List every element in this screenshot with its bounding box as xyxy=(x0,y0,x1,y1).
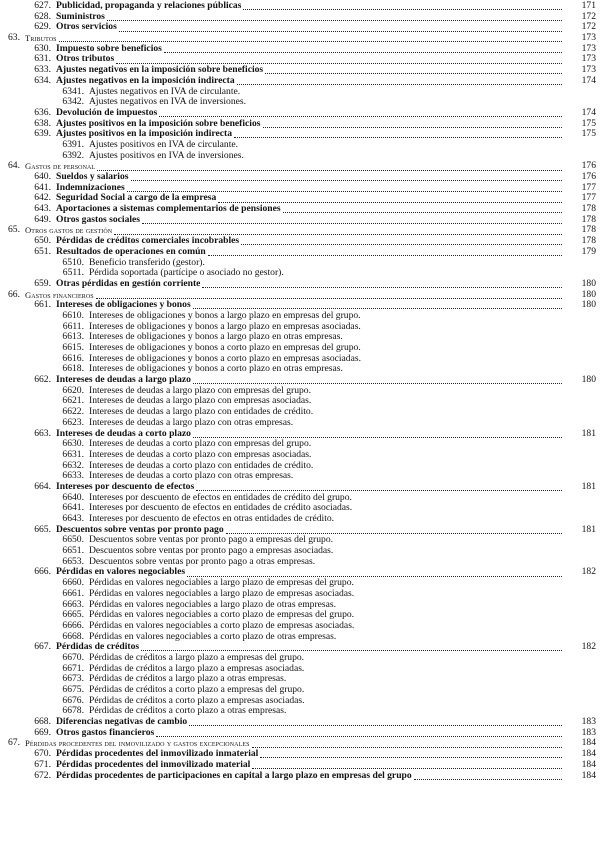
dot-leader xyxy=(114,234,562,235)
entry-code: 6620. xyxy=(62,384,84,396)
entry-code: 6610. xyxy=(62,309,84,321)
entry-title: Intereses de deudas a corto plazo con empresas asociadas. xyxy=(89,449,312,460)
entry-title: Pérdidas procedentes del inmovilizado y gastos excepcionales xyxy=(25,738,250,749)
page-number: 181 xyxy=(581,480,596,492)
entry-code: 638. xyxy=(34,117,51,129)
entry-title: Pérdidas de créditos xyxy=(56,642,140,653)
entry-title: Intereses de deudas a largo plazo con otras empresas. xyxy=(89,417,294,428)
entry-code: 6671. xyxy=(62,662,84,674)
entry-code: 633. xyxy=(34,64,51,76)
toc-entry xyxy=(0,204,600,215)
dot-leader xyxy=(189,725,562,726)
toc-entry xyxy=(0,610,600,621)
entry-code: 6611. xyxy=(62,320,84,332)
toc-entry xyxy=(0,322,600,333)
toc-entry xyxy=(0,33,600,44)
entry-code: 6676. xyxy=(62,694,84,706)
dot-leader xyxy=(119,31,562,32)
entry-code: 6663. xyxy=(62,598,84,610)
entry-title: Intereses de deudas a largo plazo xyxy=(56,375,191,386)
page-number: 180 xyxy=(581,277,596,289)
toc-entry xyxy=(0,621,600,632)
dot-leader xyxy=(193,383,562,384)
entry-code: 6653. xyxy=(62,555,84,567)
entry-title: Intereses de deudas a corto plazo con otras empresas. xyxy=(89,471,294,482)
page-number: 174 xyxy=(581,74,596,86)
toc-entry xyxy=(0,364,600,375)
entry-title: Ajustes positivos en IVA de inversiones. xyxy=(89,150,244,161)
entry-title: Indemnizaciones xyxy=(56,182,125,193)
entry-code: 6510. xyxy=(62,256,84,268)
toc-entry xyxy=(0,706,600,717)
entry-title: Pérdidas en valores negociables a corto plazo de otras empresas. xyxy=(89,631,337,642)
toc-entry xyxy=(0,525,600,536)
entry-title: Intereses por descuento de efectos en otras entidades de crédito. xyxy=(89,514,335,524)
entry-code: 6670. xyxy=(62,651,84,663)
entry-title: Ajustes positivos en la imposición indirecta xyxy=(56,129,232,140)
entry-code: 6665. xyxy=(62,609,84,621)
toc-entry xyxy=(0,386,600,397)
toc-entry xyxy=(0,22,600,33)
entry-code: 634. xyxy=(34,74,51,86)
dot-leader xyxy=(127,191,562,192)
dot-leader xyxy=(202,287,562,288)
toc-entry xyxy=(0,653,600,664)
dot-leader xyxy=(218,202,562,203)
page-number: 173 xyxy=(581,64,596,76)
dot-leader xyxy=(107,20,562,21)
entry-code: 6630. xyxy=(62,438,84,450)
toc-entry xyxy=(0,225,600,236)
entry-title: Pérdida soportada (partícipe o asociado no gestor). xyxy=(89,268,284,279)
entry-title: Intereses de deudas a corto plazo con empresas del grupo. xyxy=(89,439,312,450)
entry-code: 6650. xyxy=(62,534,84,546)
entry-code: 636. xyxy=(34,106,51,118)
entry-code: 6640. xyxy=(62,491,84,503)
entry-code: 631. xyxy=(34,53,51,65)
page-number: 183 xyxy=(581,716,596,728)
entry-code: 6616. xyxy=(62,352,84,364)
entry-code: 6661. xyxy=(62,587,84,599)
toc-entry xyxy=(0,664,600,675)
page-number: 182 xyxy=(581,641,596,653)
entry-title: Pérdidas de créditos a corto plazo a otras empresas. xyxy=(89,706,287,717)
page-number: 172 xyxy=(581,21,596,33)
entry-title: Beneficio transferido (gestor). xyxy=(89,257,205,268)
toc-entry xyxy=(0,311,600,322)
entry-code: 659. xyxy=(34,277,51,289)
page-number: 178 xyxy=(581,213,596,225)
page-number: 182 xyxy=(581,566,596,578)
entry-title: Otros gastos de gestión xyxy=(25,225,113,236)
entry-title: Intereses de obligaciones y bonos xyxy=(56,300,191,311)
dot-leader xyxy=(196,490,562,491)
toc-entry xyxy=(0,343,600,354)
dot-leader xyxy=(414,779,562,780)
toc-entry xyxy=(0,258,600,269)
toc-entry xyxy=(0,482,600,493)
toc-entry xyxy=(0,87,600,98)
toc-entry xyxy=(0,76,600,87)
entry-code: 649. xyxy=(34,213,51,225)
entry-code: 65. xyxy=(8,224,20,236)
entry-code: 6675. xyxy=(62,684,84,695)
toc-entry xyxy=(0,760,600,771)
toc-entry xyxy=(0,471,600,482)
entry-title: Intereses de obligaciones y bonos a largo plazo en empresas asociadas. xyxy=(89,321,361,332)
entry-title: Pérdidas de créditos a largo plazo a empresas asociadas. xyxy=(89,663,305,674)
entry-code: 6342. xyxy=(62,96,84,108)
toc-entry xyxy=(0,749,600,760)
entry-title: Pérdidas procedentes del inmovilizado inmaterial xyxy=(56,749,259,760)
toc-entry xyxy=(0,567,600,578)
toc-entry xyxy=(0,535,600,546)
page-number: 180 xyxy=(581,374,596,386)
page-number: 172 xyxy=(581,10,596,22)
entry-code: 668. xyxy=(34,716,51,728)
entry-code: 6633. xyxy=(62,470,84,482)
toc-entry xyxy=(0,236,600,247)
dot-leader xyxy=(265,73,562,74)
dot-leader xyxy=(243,9,562,10)
entry-title: Publicidad, propaganda y relaciones públicas xyxy=(56,1,242,11)
page-number: 184 xyxy=(581,737,596,749)
page-number: 173 xyxy=(581,53,596,65)
dot-leader xyxy=(141,650,562,651)
page-number: 181 xyxy=(581,427,596,439)
entry-title: Descuentos sobre ventas por pronto pago a empresas del grupo. xyxy=(89,535,334,546)
toc-entry xyxy=(0,119,600,130)
toc-entry xyxy=(0,332,600,343)
dot-leader xyxy=(131,180,562,181)
entry-title: Intereses por descuento de efectos en entidades de crédito asociadas. xyxy=(89,503,353,514)
entry-title: Ajustes negativos en la imposición sobre beneficios xyxy=(56,65,264,76)
entry-code: 6615. xyxy=(62,342,84,353)
entry-code: 6641. xyxy=(62,502,84,514)
entry-code: 6618. xyxy=(62,363,84,375)
toc-entry xyxy=(0,600,600,611)
entry-title: Intereses de obligaciones y bonos a largo plazo en otras empresas. xyxy=(89,332,343,343)
toc-entry xyxy=(0,632,600,643)
entry-title: Devolución de impuestos xyxy=(56,107,158,118)
toc-entry xyxy=(0,151,600,162)
entry-code: 6673. xyxy=(62,673,84,685)
entry-title: Intereses de obligaciones y bonos a corto plazo en empresas asociadas. xyxy=(89,353,361,364)
toc-entry xyxy=(0,450,600,461)
dot-leader xyxy=(208,255,562,256)
toc-entry xyxy=(0,290,600,301)
toc-entry xyxy=(0,771,600,782)
entry-code: 6666. xyxy=(62,619,84,631)
toc-entry xyxy=(0,247,600,258)
entry-code: 629. xyxy=(34,21,51,33)
entry-title: Otras pérdidas en gestión corriente xyxy=(56,278,201,289)
entry-code: 6668. xyxy=(62,630,84,642)
toc-entry xyxy=(0,642,600,653)
entry-title: Descuentos sobre ventas por pronto pago a empresas asociadas. xyxy=(89,546,334,557)
toc-entry xyxy=(0,300,600,311)
page-number: 171 xyxy=(581,0,596,11)
toc-entry xyxy=(0,728,600,739)
dot-leader xyxy=(260,757,562,758)
entry-title: Impuesto sobre beneficios xyxy=(56,43,162,54)
toc-entry xyxy=(0,429,600,440)
page-number: 176 xyxy=(581,171,596,182)
toc-entry xyxy=(0,589,600,600)
toc-entry xyxy=(0,375,600,386)
entry-title: Intereses de deudas a largo plazo con empresas asociadas. xyxy=(89,396,312,407)
toc-entry xyxy=(0,183,600,194)
toc-entry xyxy=(0,717,600,728)
entry-code: 651. xyxy=(34,245,51,257)
page-number: 178 xyxy=(581,203,596,215)
entry-code: 6613. xyxy=(62,331,84,343)
entry-code: 661. xyxy=(34,299,51,311)
dot-leader xyxy=(234,137,562,138)
entry-code: 640. xyxy=(34,171,51,182)
page-number: 184 xyxy=(581,758,596,770)
dot-leader xyxy=(263,127,563,128)
page-number: 180 xyxy=(581,288,596,300)
page-number: 181 xyxy=(581,523,596,535)
entry-code: 6632. xyxy=(62,459,84,471)
entry-title: Intereses por descuento de efectos en entidades de crédito del grupo. xyxy=(89,492,352,503)
entry-code: 67. xyxy=(8,737,20,749)
entry-title: Intereses de obligaciones y bonos a corto plazo en otras empresas. xyxy=(89,364,343,375)
entry-code: 6391. xyxy=(62,138,84,150)
entry-title: Pérdidas procedentes de participaciones en capital a largo plazo en empresas del grupo xyxy=(56,770,412,781)
entry-code: 663. xyxy=(34,427,51,439)
entry-title: Pérdidas en valores negociables a largo plazo de otras empresas. xyxy=(89,599,337,610)
entry-code: 662. xyxy=(34,374,51,386)
toc-entry xyxy=(0,54,600,65)
entry-code: 665. xyxy=(34,523,51,535)
page-number: 177 xyxy=(581,192,596,204)
toc-entry xyxy=(0,461,600,472)
toc-entry xyxy=(0,1,600,12)
entry-title: Sueldos y salarios xyxy=(56,172,129,182)
entry-code: 669. xyxy=(34,726,51,738)
toc-entry xyxy=(0,279,600,290)
entry-title: Intereses de obligaciones y bonos a largo plazo en empresas del grupo. xyxy=(89,310,361,321)
entry-title: Otros gastos financieros xyxy=(56,727,155,738)
entry-code: 664. xyxy=(34,480,51,492)
entry-title: Pérdidas de créditos a corto plazo a empresas asociadas. xyxy=(89,695,305,706)
entry-code: 6511. xyxy=(62,267,84,279)
page-number: 179 xyxy=(581,245,596,257)
toc-entry xyxy=(0,44,600,55)
toc-entry xyxy=(0,396,600,407)
toc-entry xyxy=(0,140,600,151)
page-number: 183 xyxy=(581,726,596,738)
toc-entry xyxy=(0,108,600,119)
entry-code: 6678. xyxy=(62,705,84,717)
entry-title: Intereses de deudas a largo plazo con entidades de crédito. xyxy=(89,407,314,418)
entry-code: 6392. xyxy=(62,149,84,161)
toc-entry xyxy=(0,268,600,279)
entry-title: Pérdidas de créditos a largo plazo a empresas del grupo. xyxy=(89,652,305,663)
entry-code: 666. xyxy=(34,566,51,578)
entry-title: Pérdidas en valores negociables a corto plazo de empresas del grupo. xyxy=(89,610,355,621)
entry-code: 6651. xyxy=(62,545,84,557)
entry-title: Pérdidas en valores negociables xyxy=(56,567,186,578)
page-number: 178 xyxy=(581,224,596,236)
entry-title: Aportaciones a sistemas complementarios de pensiones xyxy=(56,204,281,215)
entry-code: 627. xyxy=(34,0,51,11)
entry-code: 672. xyxy=(34,769,51,781)
entry-code: 670. xyxy=(34,748,51,760)
dot-leader xyxy=(59,41,562,42)
page-number: 176 xyxy=(581,160,596,172)
dot-leader xyxy=(187,576,562,577)
toc-entry xyxy=(0,129,600,140)
entry-title: Intereses de obligaciones y bonos a corto plazo en empresas del grupo. xyxy=(89,343,361,353)
dot-leader xyxy=(252,747,562,748)
entry-code: 6643. xyxy=(62,513,84,524)
entry-code: 6341. xyxy=(62,85,84,97)
dot-leader xyxy=(252,768,562,769)
entry-title: Seguridad Social a cargo de la empresa xyxy=(56,193,217,204)
entry-title: Pérdidas de créditos a corto plazo a empresas del grupo. xyxy=(89,685,305,695)
toc-entry xyxy=(0,97,600,108)
page-number: 173 xyxy=(581,32,596,44)
toc-entry xyxy=(0,161,600,172)
toc-entry xyxy=(0,493,600,504)
entry-code: 650. xyxy=(34,235,51,247)
entry-code: 63. xyxy=(8,32,20,44)
toc-entry xyxy=(0,215,600,226)
dot-leader xyxy=(193,437,562,438)
entry-code: 643. xyxy=(34,203,51,215)
entry-title: Pérdidas en valores negociables a largo plazo de empresas del grupo. xyxy=(89,578,354,589)
page-number: 173 xyxy=(581,42,596,54)
entry-code: 66. xyxy=(8,288,20,300)
page-number: 174 xyxy=(581,106,596,118)
entry-title: Intereses de deudas a corto plazo xyxy=(56,428,191,439)
dot-leader xyxy=(226,533,562,534)
toc-entry xyxy=(0,557,600,568)
entry-title: Ajustes positivos en IVA de circulante. xyxy=(89,139,239,150)
page-number: 175 xyxy=(581,117,596,129)
entry-code: 628. xyxy=(34,10,51,22)
entry-code: 667. xyxy=(34,641,51,653)
entry-title: Intereses de deudas a corto plazo con entidades de crédito. xyxy=(89,460,314,471)
toc-entry xyxy=(0,578,600,589)
entry-title: Tributos xyxy=(25,33,57,44)
dot-leader xyxy=(241,244,562,245)
entry-code: 6631. xyxy=(62,448,84,460)
dot-leader xyxy=(97,170,562,171)
entry-title: Pérdidas de créditos comerciales incobrables xyxy=(56,236,240,247)
page-number: 178 xyxy=(581,235,596,247)
entry-title: Otros tributos xyxy=(56,54,115,65)
dot-leader xyxy=(164,52,562,53)
entry-title: Suministros xyxy=(56,11,105,22)
page-number: 184 xyxy=(581,748,596,760)
entry-title: Diferencias negativas de cambio xyxy=(56,717,188,728)
toc-entry xyxy=(0,407,600,418)
entry-title: Resultados de operaciones en común xyxy=(56,246,206,257)
toc-entry xyxy=(0,503,600,514)
table-of-contents xyxy=(0,1,600,781)
page-number: 177 xyxy=(581,181,596,193)
entry-title: Ajustes positivos en la imposición sobre beneficios xyxy=(56,118,261,129)
dot-leader xyxy=(193,308,562,309)
toc-entry xyxy=(0,12,600,23)
entry-title: Pérdidas en valores negociables a largo plazo de empresas asociadas. xyxy=(89,588,355,599)
page-number: 184 xyxy=(581,769,596,781)
dot-leader xyxy=(283,212,562,213)
toc-entry xyxy=(0,439,600,450)
entry-code: 641. xyxy=(34,181,51,193)
entry-code: 6660. xyxy=(62,577,84,589)
entry-title: Pérdidas de créditos a largo plazo a otras empresas. xyxy=(89,674,287,685)
entry-code: 6622. xyxy=(62,406,84,418)
entry-title: Pérdidas en valores negociables a corto plazo de empresas asociadas. xyxy=(89,620,355,631)
entry-title: Gastos de personal xyxy=(25,161,96,172)
entry-title: Descuentos sobre ventas por pronto pago xyxy=(56,524,224,535)
dot-leader xyxy=(96,298,562,299)
entry-code: 6623. xyxy=(62,416,84,428)
entry-code: 64. xyxy=(8,160,20,172)
entry-title: Pérdidas procedentes del inmovilizado material xyxy=(56,759,251,770)
entry-title: Otros gastos sociales xyxy=(56,214,141,225)
toc-entry xyxy=(0,172,600,183)
entry-title: Intereses de deudas a largo plazo con empresas del grupo. xyxy=(89,385,311,396)
toc-entry xyxy=(0,418,600,429)
dot-leader xyxy=(142,223,562,224)
dot-leader xyxy=(116,63,562,64)
toc-entry xyxy=(0,738,600,749)
toc-entry xyxy=(0,685,600,696)
entry-code: 6621. xyxy=(62,395,84,407)
entry-title: Descuentos sobre ventas por pronto pago a otras empresas. xyxy=(89,556,316,567)
toc-entry xyxy=(0,354,600,365)
toc-entry xyxy=(0,546,600,557)
toc-entry xyxy=(0,65,600,76)
entry-code: 630. xyxy=(34,42,51,54)
toc-entry xyxy=(0,696,600,707)
entry-title: Otros servicios xyxy=(56,22,117,33)
toc-entry xyxy=(0,193,600,204)
entry-title: Gastos financieros xyxy=(25,289,94,300)
page-number: 175 xyxy=(581,128,596,140)
entry-title: Ajustes negativos en la imposición indirecta xyxy=(56,75,235,86)
dot-leader xyxy=(237,84,562,85)
dot-leader xyxy=(159,116,562,117)
entry-code: 639. xyxy=(34,128,51,140)
entry-title: Ajustes negativos en IVA de inversiones. xyxy=(89,97,247,108)
dot-leader xyxy=(156,736,562,737)
entry-title: Intereses por descuento de efectos xyxy=(56,481,195,492)
entry-code: 642. xyxy=(34,192,51,204)
page-number: 180 xyxy=(581,299,596,311)
entry-title: Ajustes negativos en IVA de circulante. xyxy=(89,86,241,97)
entry-code: 671. xyxy=(34,758,51,770)
toc-entry xyxy=(0,674,600,685)
toc-entry xyxy=(0,514,600,525)
